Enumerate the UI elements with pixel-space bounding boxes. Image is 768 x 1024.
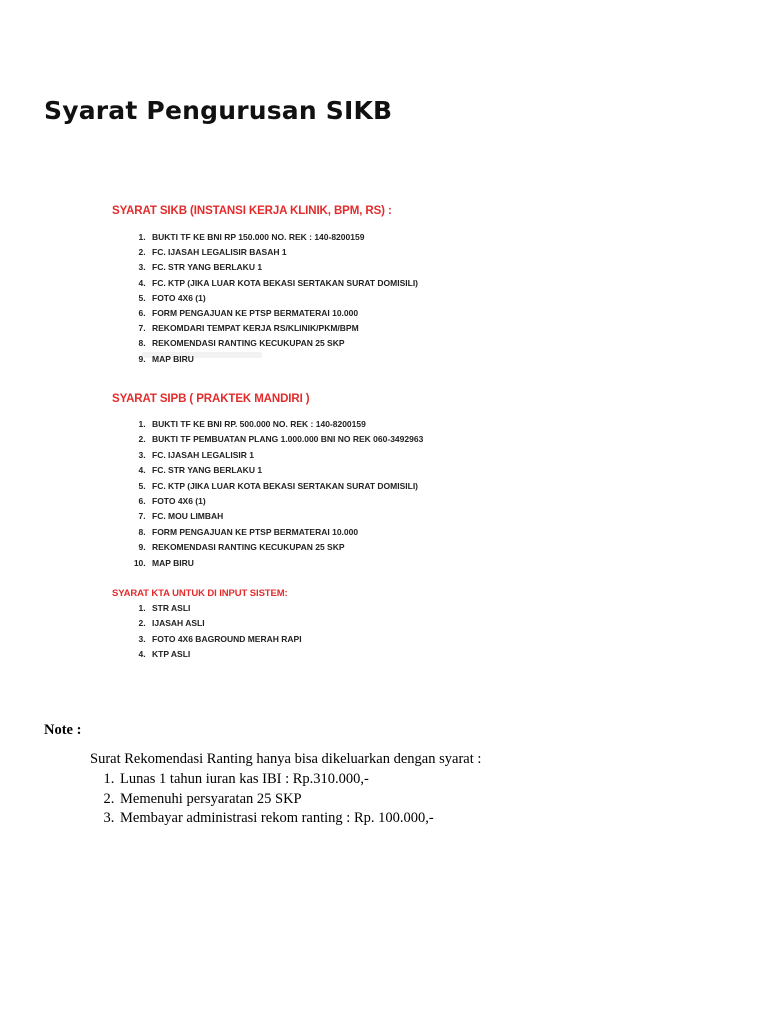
list-item: 4. FC. STR YANG BERLAKU 1 xyxy=(148,463,423,478)
requirements-image xyxy=(42,172,544,700)
list-item: 2. FC. IJASAH LEGALISIR BASAH 1 xyxy=(148,245,418,260)
sikb-requirements-list xyxy=(128,230,418,367)
list-item: 5. FOTO 4X6 (1) xyxy=(148,291,418,306)
list-item: 1. STR ASLI xyxy=(148,601,302,616)
list-item: 6. FORM PENGAJUAN KE PTSP BERMATERAI 10.000 xyxy=(148,306,418,321)
note-label: Note : xyxy=(44,722,82,738)
list-item: 9. MAP BIRU xyxy=(148,352,418,367)
list-item: 1. Lunas 1 tahun iuran kas IBI : Rp.310.000,- xyxy=(118,770,434,790)
sikb-heading: SYARAT SIKB (INSTANSI KERJA KLINIK, BPM, RS) : xyxy=(112,205,392,217)
list-item: 3. FC. IJASAH LEGALISIR 1 xyxy=(148,448,423,463)
sipb-requirements-list xyxy=(128,417,423,571)
page-title: Syarat Pengurusan SIKB xyxy=(44,96,393,125)
list-item: 8. FORM PENGAJUAN KE PTSP BERMATERAI 10.000 xyxy=(148,525,423,540)
list-item: 3. Membayar administrasi rekom ranting : Rp. 100.000,- xyxy=(118,809,434,829)
note-intro: Surat Rekomendasi Ranting hanya bisa dikeluarkan dengan syarat : xyxy=(90,751,482,767)
list-item: 10. MAP BIRU xyxy=(148,556,423,571)
list-item: 1. BUKTI TF KE BNI RP 150.000 NO. REK : 140-8200159 xyxy=(148,230,418,245)
note-list xyxy=(90,770,434,829)
list-item: 4. FC. KTP (JIKA LUAR KOTA BEKASI SERTAKAN SURAT DOMISILI) xyxy=(148,276,418,291)
list-item: 8. REKOMENDASI RANTING KECUKUPAN 25 SKP xyxy=(148,336,418,351)
list-item: 7. REKOMDARI TEMPAT KERJA RS/KLINIK/PKM/BPM xyxy=(148,321,418,336)
list-item: 3. FC. STR YANG BERLAKU 1 xyxy=(148,260,418,275)
list-item: 4. KTP ASLI xyxy=(148,647,302,662)
list-item: 6. FOTO 4X6 (1) xyxy=(148,494,423,509)
kta-requirements-list xyxy=(128,601,302,663)
kta-heading: SYARAT KTA UNTUK DI INPUT SISTEM: xyxy=(112,588,288,599)
list-item: 2. IJASAH ASLI xyxy=(148,616,302,631)
sipb-heading: SYARAT SIPB ( PRAKTEK MANDIRI ) xyxy=(112,393,310,405)
list-item: 2. Memenuhi persyaratan 25 SKP xyxy=(118,790,434,810)
list-item: 3. FOTO 4X6 BAGROUND MERAH RAPI xyxy=(148,632,302,647)
list-item: 2. BUKTI TF PEMBUATAN PLANG 1.000.000 BNI NO REK 060-3492963 xyxy=(148,432,423,447)
list-item: 9. REKOMENDASI RANTING KECUKUPAN 25 SKP xyxy=(148,540,423,555)
list-item: 5. FC. KTP (JIKA LUAR KOTA BEKASI SERTAKAN SURAT DOMISILI) xyxy=(148,479,423,494)
list-item: 7. FC. MOU LIMBAH xyxy=(148,509,423,524)
list-item: 1. BUKTI TF KE BNI RP. 500.000 NO. REK : 140-8200159 xyxy=(148,417,423,432)
